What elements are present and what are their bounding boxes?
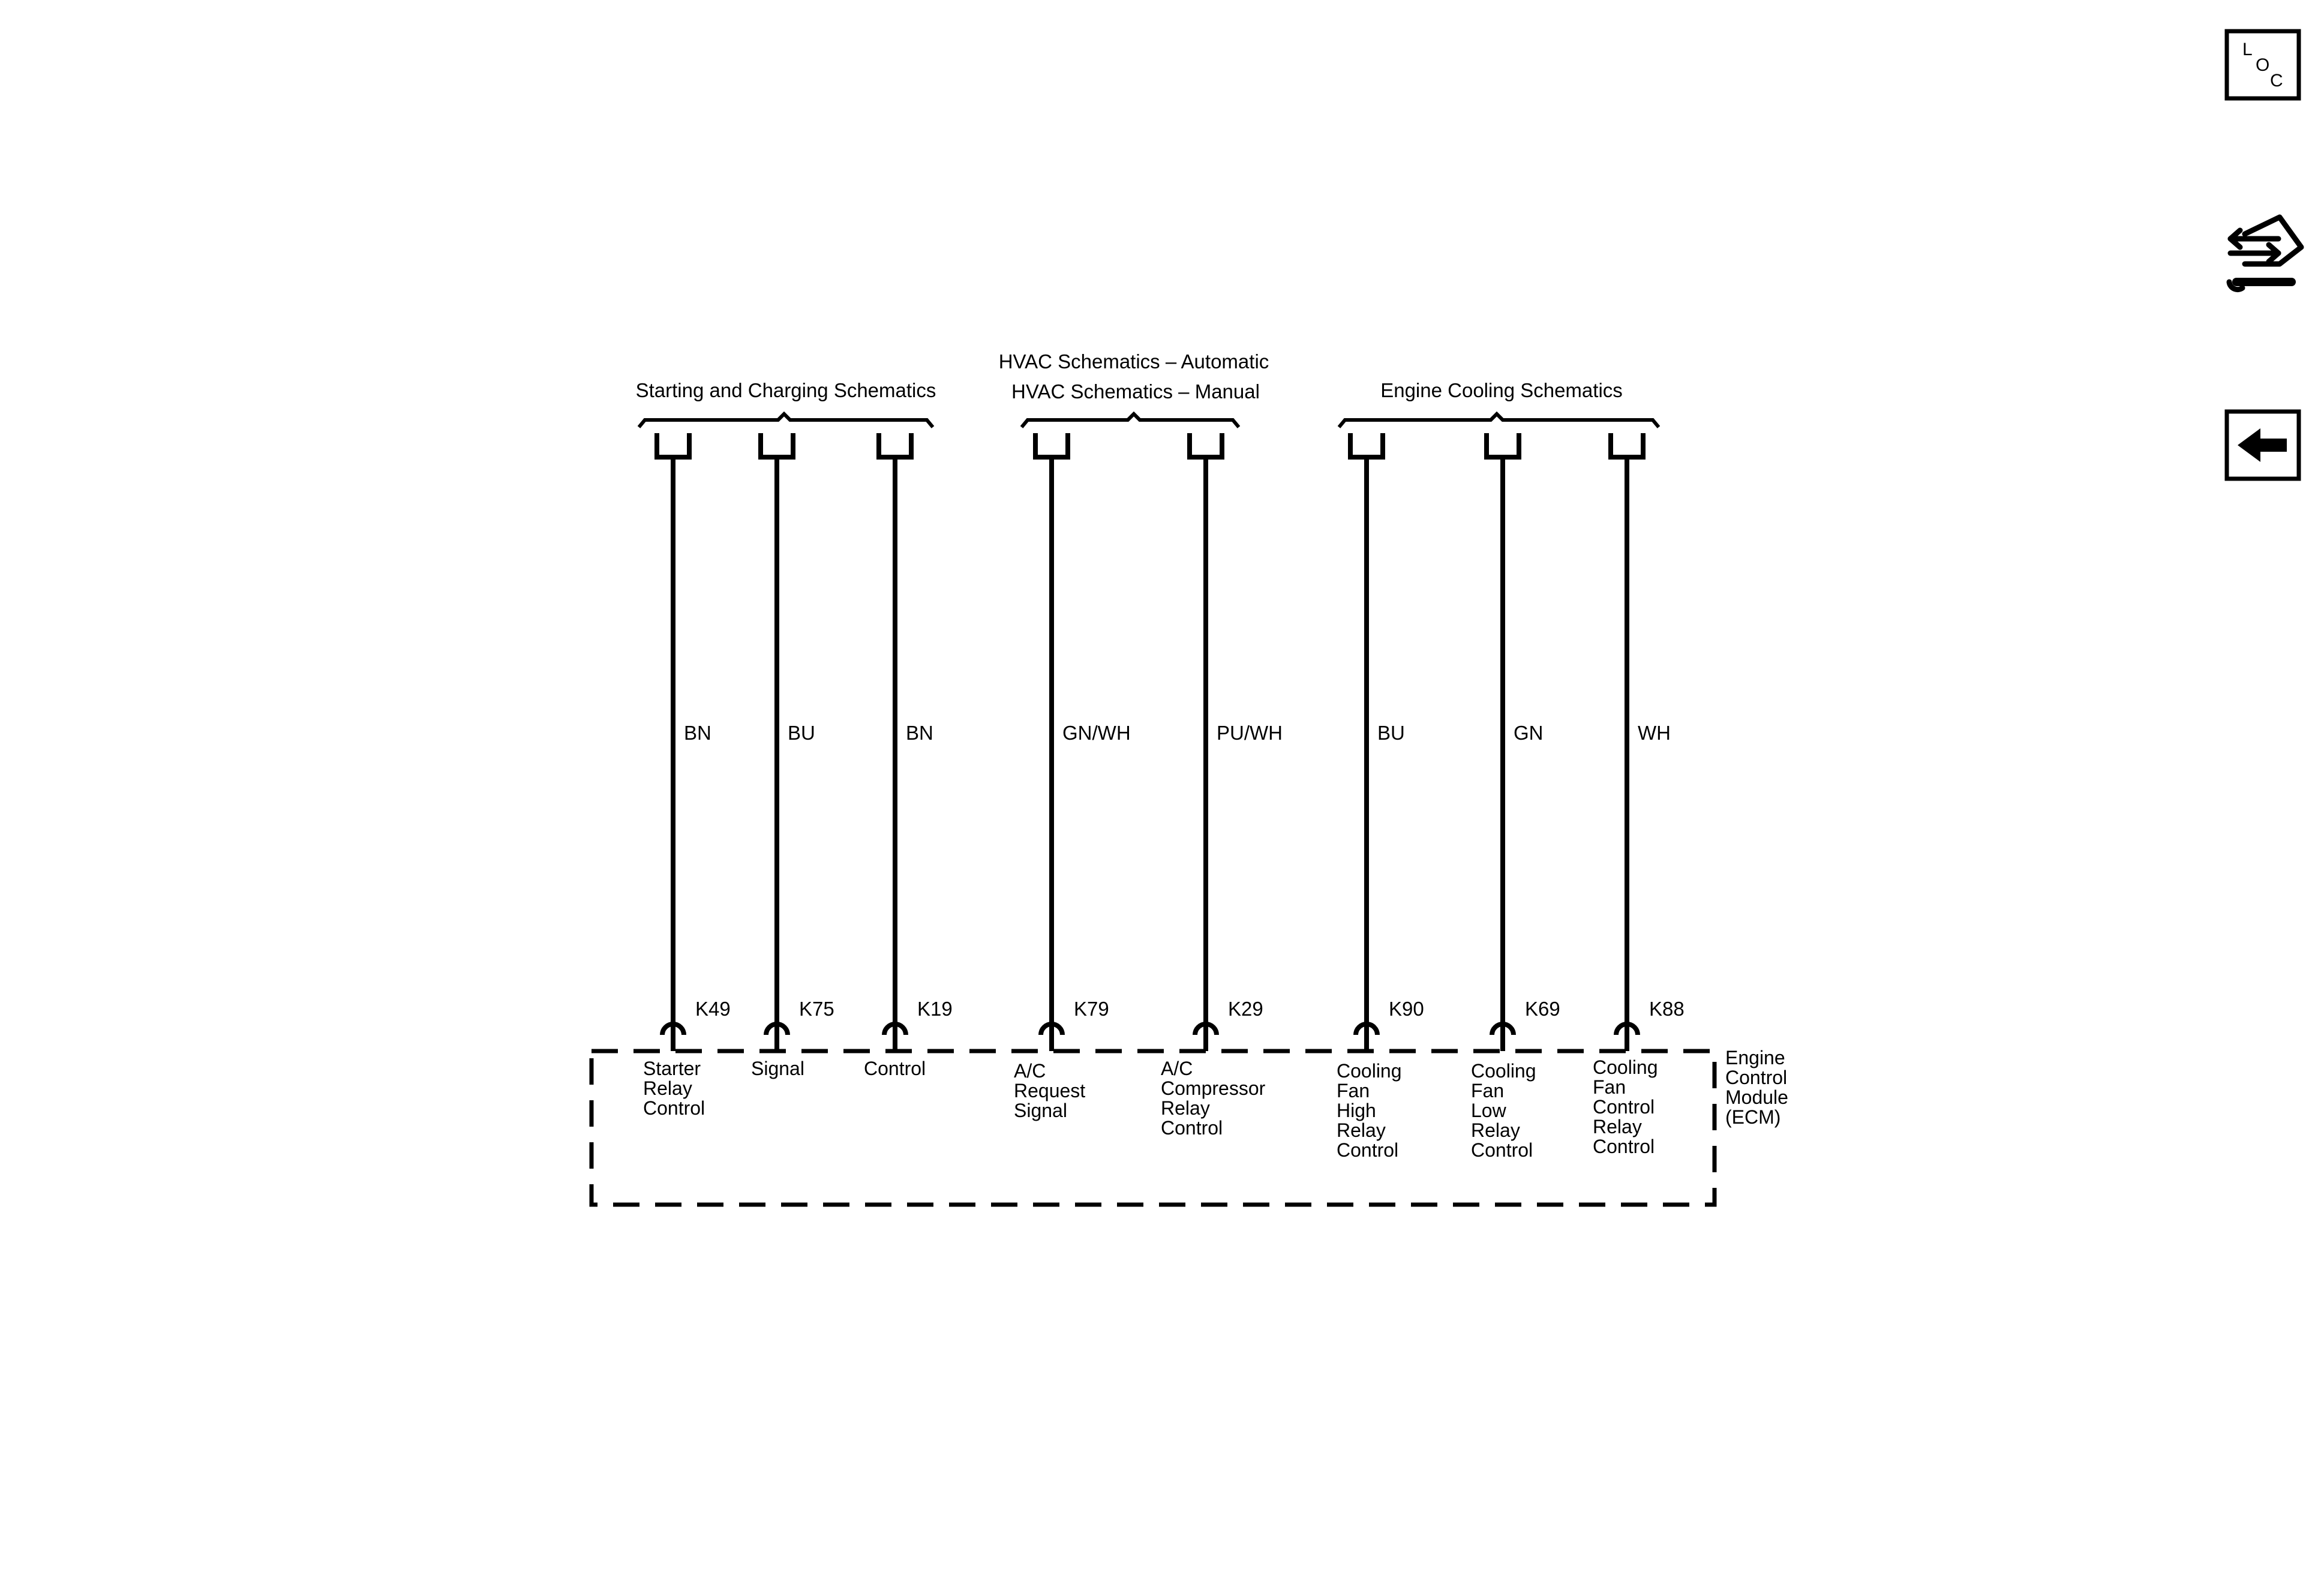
circuit-function-line: Relay [1471,1119,1520,1141]
wire-color-label: BU [1377,722,1405,744]
inline-connector [1190,433,1222,457]
inline-connector [1487,433,1519,457]
circuit-function-line: Starter [643,1058,701,1079]
wire-color-label: BN [906,722,933,744]
circuit-function-line: Cooling [1337,1060,1402,1082]
circuit-function-line: Low [1471,1100,1506,1121]
ecm-label-line: Module [1725,1086,1788,1108]
circuit-function-label [751,1058,804,1079]
pin-label: K69 [1525,998,1560,1020]
ecm-label-line: (ECM) [1725,1106,1781,1128]
circuit-function-line: Signal [751,1058,804,1079]
loc-letter: O [2256,55,2270,75]
inline-connector [657,433,689,457]
circuit-function-line: Fan [1593,1076,1626,1098]
pin-label: K90 [1389,998,1424,1020]
circuit-function-line: Relay [643,1077,692,1099]
circuit-function-label [1014,1060,1085,1121]
circuit-function-line: Control [643,1097,705,1119]
circuit-function-line: Control [864,1058,926,1079]
pin-label: K79 [1074,998,1109,1020]
circuit-function-line: Compressor [1161,1077,1266,1099]
wire-color-label: WH [1638,722,1671,744]
wire-color-label: PU/WH [1217,722,1283,744]
circuit-function-line: Cooling [1471,1060,1536,1082]
wire-circuit [1593,433,1685,1157]
circuit-function-line: A/C [1014,1060,1046,1082]
circuit-function-label [1161,1058,1266,1139]
circuit-function-line: Relay [1337,1119,1386,1141]
pin-label: K49 [695,998,731,1020]
inline-connector [879,433,911,457]
group-titles [636,350,1623,403]
circuit-function-label [1593,1056,1658,1157]
circuit-function-line: Control [1337,1139,1399,1161]
loc-letter: C [2270,71,2283,91]
wire-color-label: GN/WH [1062,722,1131,744]
group-title-starting[interactable]: Starting and Charging Schematics [635,379,936,401]
brace-hvac [1022,414,1239,427]
group-title-hvac-automatic[interactable]: HVAC Schematics – Automatic [998,350,1269,373]
wire-circuit [864,433,953,1079]
circuit-function-line: High [1337,1100,1376,1121]
circuit-function-line: Relay [1593,1116,1642,1137]
inline-connector [1035,433,1068,457]
inline-connector [761,433,793,457]
circuit-function-line: Relay [1161,1097,1210,1119]
brace-starting [639,414,933,427]
circuit-function-line: A/C [1161,1058,1193,1079]
wire-circuit [1161,433,1283,1139]
circuit-function-line: Control [1593,1136,1655,1157]
inline-connector [1611,433,1643,457]
circuit-function-line: Control [1161,1117,1223,1139]
circuit-function-line: Cooling [1593,1056,1658,1078]
pin-label: K19 [917,998,953,1020]
circuit-function-line: Signal [1014,1100,1067,1121]
tool-button[interactable] [2220,204,2310,300]
circuit-function-line: Fan [1337,1080,1370,1101]
wire-color-label: BN [684,722,711,744]
circuit-function-line: Control [1593,1096,1655,1118]
circuit-function-label [1337,1060,1402,1161]
circuit-function-label [643,1058,705,1119]
ecm-label [1725,1047,1794,1128]
pin-label: K75 [799,998,834,1020]
wire-circuit [1014,433,1131,1121]
group-title-hvac-manual[interactable]: HVAC Schematics – Manual [1011,380,1260,403]
circuit-function-line: Control [1471,1139,1533,1161]
circuit-function-label [1471,1060,1536,1161]
brace-cooling [1339,414,1659,427]
loc-letter: L [2242,40,2253,59]
wire-color-label: GN [1514,722,1544,744]
pin-label: K88 [1649,998,1685,1020]
wire-circuit [751,433,834,1079]
ecm-label-line: Engine [1725,1047,1785,1068]
group-braces [639,414,1659,427]
wire-circuit [643,433,731,1119]
circuit-function-line: Request [1014,1080,1086,1101]
circuit-function-line: Fan [1471,1080,1505,1101]
pin-label: K29 [1228,998,1263,1020]
wire-color-label: BU [788,722,815,744]
back-button[interactable] [2227,412,2299,479]
circuit-function-label [864,1058,926,1079]
inline-connector [1350,433,1383,457]
loc-button[interactable] [2227,31,2299,98]
ecm-label-line: Control [1725,1067,1788,1088]
group-title-cooling[interactable]: Engine Cooling Schematics [1380,379,1623,401]
